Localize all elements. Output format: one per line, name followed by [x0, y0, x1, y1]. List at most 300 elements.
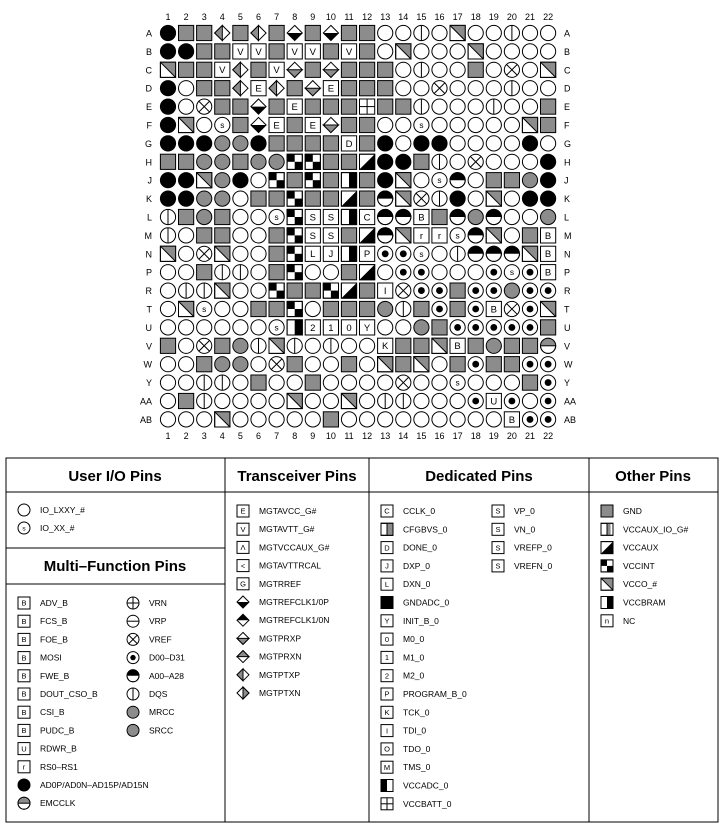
ball-pin-F12	[360, 117, 375, 132]
legend-item	[601, 615, 635, 627]
ball-pin-E14	[396, 99, 411, 114]
ball-pin-P12	[360, 265, 375, 280]
symbol-letter: K	[384, 708, 390, 717]
ball-pin-P16	[432, 265, 447, 280]
ball-pin-E7	[269, 99, 284, 114]
ball-pin-AB20	[504, 412, 519, 427]
ball-pin-J12	[360, 173, 375, 188]
row-label-right: P	[564, 267, 571, 278]
legend-item-label: IO_LXXY_#	[40, 505, 85, 515]
ball-pin-L18	[468, 209, 483, 224]
ball-pin-AA17	[450, 393, 465, 408]
ball-pin-T3	[197, 301, 212, 316]
symbol-letter: K	[382, 341, 389, 353]
symbol-letter: M	[383, 762, 391, 772]
symbol-letter: s	[437, 175, 442, 186]
ball-pin-J7	[269, 173, 284, 188]
ball-pin-G21	[522, 136, 537, 151]
ball-pin-J20	[504, 173, 519, 188]
ball-pin-AA22	[541, 393, 556, 408]
ball-pin-Y22	[541, 375, 556, 390]
ball-pin-Y7	[269, 375, 284, 390]
row-label-right: Y	[564, 378, 571, 389]
ball-pin-P20	[504, 265, 519, 280]
ball-pin-W4	[215, 357, 230, 372]
ball-pin-C18	[468, 62, 483, 77]
ball-pin-G12	[360, 136, 375, 151]
ball-pin-B6	[251, 44, 266, 59]
column-label-top: 9	[310, 12, 316, 22]
legend-item	[381, 578, 431, 590]
ball-pin-R7	[269, 283, 284, 298]
ball-pin-U17	[450, 320, 465, 335]
other-header: Other Pins	[615, 468, 691, 485]
ball-pin-G3	[197, 136, 212, 151]
ball-pin-K16	[432, 191, 447, 206]
ball-pin-E15	[414, 99, 429, 114]
ball-pin-H1	[160, 154, 175, 169]
ball-pin-E10	[323, 99, 338, 114]
ball-pin-F13	[378, 117, 393, 132]
row-label-right: U	[564, 322, 571, 333]
symbol-letter: <	[240, 561, 246, 571]
symbol-letter: U	[21, 744, 27, 754]
ball-pin-T8	[287, 301, 302, 316]
ball-pin-C15	[414, 62, 429, 77]
ball-pin-T1	[160, 301, 175, 316]
symbol-letter: B	[21, 598, 27, 608]
legend-item-label: RS0–RS1	[40, 761, 78, 772]
symbol-letter: B	[21, 671, 27, 681]
column-label-top: 6	[255, 12, 262, 22]
row-label-right: T	[564, 304, 570, 315]
legend-item	[601, 523, 688, 535]
ball-pin-N8	[287, 246, 302, 261]
ball-pin-C12	[360, 62, 375, 77]
ball-pin-M15	[414, 228, 429, 243]
ball-pin-J5	[233, 173, 248, 188]
ball-pin-M3	[197, 228, 212, 243]
ball-pin-G15	[414, 136, 429, 151]
legend-item	[381, 523, 448, 535]
column-label-bottom: 8	[292, 431, 298, 441]
ball-pin-Y17	[450, 375, 465, 390]
ball-pin-W11	[341, 357, 356, 372]
ball-pin-K7	[269, 191, 284, 206]
row-label-left: P	[145, 267, 152, 278]
ball-pin-U21	[522, 320, 537, 335]
symbol-letter: B	[490, 304, 497, 316]
legend-item-label: VCCAUX	[623, 542, 659, 553]
ball-pin-C3	[197, 62, 212, 77]
legend-item-label: VRN	[149, 598, 167, 608]
ball-pin-C22	[541, 62, 556, 77]
legend-item	[237, 651, 302, 663]
legend-item-label: VRP	[149, 616, 167, 627]
ball-pin-L21	[522, 209, 537, 224]
ball-pin-J22	[541, 173, 556, 188]
ball-pin-B7	[269, 44, 284, 59]
row-label-right: E	[564, 102, 571, 113]
ball-pin-K11	[341, 191, 356, 206]
ball-pin-U16	[432, 320, 447, 335]
symbol-letter: B	[418, 212, 425, 224]
column-label-bottom: 12	[362, 431, 373, 441]
ball-pin-D21	[522, 81, 537, 96]
ball-pin-W7	[269, 357, 284, 372]
legend-item	[381, 706, 430, 718]
legend-item-label: MGTAVCC_G#	[259, 506, 317, 516]
ball-pin-H9	[305, 154, 320, 169]
ball-pin-U13	[378, 320, 393, 335]
ball-pin-V20	[504, 338, 519, 353]
ball-pin-E20	[504, 99, 519, 114]
ball-pin-C5	[233, 62, 248, 77]
ball-pin-B9	[305, 44, 320, 59]
symbol-letter: V	[240, 524, 246, 534]
ball-pin-G17	[450, 136, 465, 151]
ball-pin-J9	[305, 173, 320, 188]
ball-pin-D4	[215, 81, 230, 96]
ball-pin-E3	[197, 99, 212, 114]
legend-item	[127, 706, 175, 718]
ball-pin-P14	[396, 265, 411, 280]
column-label-top: 20	[506, 12, 517, 22]
ball-pin-T19	[486, 301, 501, 316]
ball-pin-P15	[414, 265, 429, 280]
ball-pin-R2	[179, 283, 194, 298]
ball-pin-T18	[468, 301, 483, 316]
symbol-letter: B	[544, 267, 552, 279]
ball-pin-H19	[486, 154, 501, 169]
ball-pin-N10	[323, 246, 338, 261]
legend-item-label: GND	[623, 506, 642, 516]
ball-pin-W17	[450, 357, 465, 372]
ball-pin-V22	[541, 338, 556, 353]
ball-pin-J21	[522, 173, 537, 188]
symbol-letter: U	[490, 396, 498, 408]
row-label-right: W	[564, 359, 573, 370]
symbol-letter: r	[437, 230, 442, 242]
ball-pin-C19	[486, 62, 501, 77]
column-label-bottom: 11	[344, 431, 354, 441]
ball-pin-J14	[396, 173, 411, 188]
ball-pin-A2	[179, 25, 194, 40]
legend-item-label: VP_0	[514, 506, 535, 516]
ball-pin-Y14	[396, 375, 411, 390]
ball-pin-R4	[215, 283, 230, 298]
ball-pin-B16	[432, 44, 447, 59]
ball-pin-M14	[396, 228, 411, 243]
ball-pin-G20	[504, 136, 519, 151]
ball-pin-J3	[197, 173, 212, 188]
legend-item	[237, 505, 317, 517]
ball-pin-W10	[323, 357, 338, 372]
row-label-right: N	[564, 249, 571, 260]
ball-pin-V13	[378, 338, 393, 353]
ball-pin-A12	[360, 25, 375, 40]
ball-pin-W20	[504, 357, 519, 372]
ball-pin-AB15	[414, 412, 429, 427]
legend-item-label: IO_XX_#	[40, 523, 75, 533]
legend-item-label: PROGRAM_B_0	[403, 689, 467, 699]
column-label-bottom: 1	[165, 431, 171, 441]
ball-pin-N5	[233, 246, 248, 261]
ball-pin-L6	[251, 209, 266, 224]
ball-pin-K8	[287, 191, 302, 206]
symbol-letter: C	[384, 506, 390, 516]
column-label-bottom: 10	[325, 431, 336, 441]
ball-pin-L1	[160, 209, 175, 224]
ball-pin-N22	[541, 246, 556, 261]
row-label-right: B	[564, 46, 571, 57]
column-label-bottom: 14	[398, 431, 409, 441]
ball-pin-E18	[468, 99, 483, 114]
ball-pin-A6	[251, 25, 266, 40]
legend-item-label: RDWR_B	[40, 743, 77, 754]
ball-pin-T13	[378, 301, 393, 316]
ball-pin-C4	[215, 62, 230, 77]
ball-pin-N13	[378, 246, 393, 261]
ball-pin-H8	[287, 154, 302, 169]
ball-pin-T14	[396, 301, 411, 316]
ball-pin-H3	[197, 154, 212, 169]
ball-pin-D19	[486, 81, 501, 96]
ball-pin-N20	[504, 246, 519, 261]
ball-pin-F10	[323, 117, 338, 132]
ball-pin-N2	[179, 246, 194, 261]
ball-pin-F22	[541, 117, 556, 132]
legend-item	[381, 743, 431, 755]
ball-pin-AB14	[396, 412, 411, 427]
ball-pin-C20	[504, 62, 519, 77]
ball-pin-R1	[160, 283, 175, 298]
legend-item-label: TDI_0	[403, 725, 427, 736]
ball-pin-M13	[378, 228, 393, 243]
ball-pin-V12	[360, 338, 375, 353]
ball-pin-B11	[341, 44, 356, 59]
ball-pin-F18	[468, 117, 483, 132]
legend-item	[492, 542, 552, 554]
legend-item	[381, 597, 450, 609]
column-label-bottom: 3	[201, 431, 207, 441]
ball-pin-G8	[287, 136, 302, 151]
ball-pin-G5	[233, 136, 248, 151]
column-label-top: 4	[219, 12, 225, 22]
symbol-letter: S	[495, 561, 501, 571]
symbol-letter: V	[345, 46, 353, 58]
ball-pin-P2	[179, 265, 194, 280]
ball-pin-V4	[215, 338, 230, 353]
ball-pin-P1	[160, 265, 175, 280]
legend-item-label: CFGBVS_0	[403, 524, 448, 535]
legend-item	[381, 633, 425, 645]
ball-pin-T7	[269, 301, 284, 316]
column-label-top: 3	[201, 12, 207, 22]
ball-pin-Y10	[323, 375, 338, 390]
ball-pin-U14	[396, 320, 411, 335]
ball-pin-M20	[504, 228, 519, 243]
legend-item	[381, 615, 439, 627]
legend-item	[127, 615, 167, 627]
ball-pin-L12	[360, 209, 375, 224]
symbol-letter: O	[384, 744, 390, 754]
ball-pin-N3	[197, 246, 212, 261]
column-label-top: 21	[524, 12, 536, 22]
legend-item	[381, 688, 467, 700]
ball-pin-F20	[504, 117, 519, 132]
ball-pin-P3	[197, 265, 212, 280]
ball-pin-V21	[522, 338, 537, 353]
ball-pin-N7	[269, 246, 284, 261]
symbol-letter: S	[327, 230, 335, 242]
ball-pin-V5	[233, 338, 248, 353]
ball-pin-B17	[450, 44, 465, 59]
ball-pin-U2	[179, 320, 194, 335]
legend-item-label: DOUT_CSO_B	[40, 689, 98, 699]
ball-pin-A11	[341, 25, 356, 40]
ball-pin-E2	[179, 99, 194, 114]
ball-pin-B18	[468, 44, 483, 59]
column-label-top: 17	[452, 12, 463, 22]
ball-pin-R5	[233, 283, 248, 298]
symbol-letter: 0	[346, 322, 352, 334]
ball-pin-B22	[541, 44, 556, 59]
legend-item	[18, 761, 78, 773]
ball-pin-R8	[287, 283, 302, 298]
column-label-bottom: 9	[310, 431, 316, 441]
ball-pin-P17	[450, 265, 465, 280]
ball-pin-F3	[197, 117, 212, 132]
legend-item-label: VCCO_#	[623, 579, 658, 590]
ball-pin-R9	[305, 283, 320, 298]
ball-pin-B3	[197, 44, 212, 59]
symbol-letter: E	[255, 83, 262, 95]
legend-item	[237, 560, 321, 572]
ball-pin-K9	[305, 191, 320, 206]
ball-pin-AA7	[269, 393, 284, 408]
symbol-letter: E	[327, 83, 335, 95]
legend-item-label: MGTREFCLK1/0P	[259, 597, 329, 607]
ball-pin-G4	[215, 136, 230, 151]
ball-pin-C17	[450, 62, 465, 77]
ball-pin-D16	[432, 81, 447, 96]
ball-pin-K3	[197, 191, 212, 206]
ball-pin-AB19	[486, 412, 501, 427]
ball-pin-R19	[486, 283, 501, 298]
ball-pin-M17	[450, 228, 465, 243]
ball-pin-F7	[269, 117, 284, 132]
ball-pin-L15	[414, 209, 429, 224]
legend-item	[381, 560, 430, 572]
row-label-right: K	[564, 194, 571, 205]
ball-pin-U7	[269, 320, 284, 335]
row-label-right: A	[564, 28, 571, 39]
legend-item	[18, 597, 68, 609]
ball-pin-G10	[323, 136, 338, 151]
ball-pin-H18	[468, 154, 483, 169]
ball-pin-B14	[396, 44, 411, 59]
ball-pin-A21	[522, 25, 537, 40]
ball-pin-AB13	[378, 412, 393, 427]
symbol-letter: E	[273, 120, 280, 132]
ball-pin-F17	[450, 117, 465, 132]
ball-pin-K2	[179, 191, 194, 206]
ball-pin-Y20	[504, 375, 519, 390]
ball-pin-W5	[233, 357, 248, 372]
ball-pin-M4	[215, 228, 230, 243]
ball-pin-W19	[486, 357, 501, 372]
symbol-letter: V	[255, 46, 262, 58]
row-label-right: J	[564, 175, 569, 186]
ball-pin-M7	[269, 228, 284, 243]
ball-pin-U20	[504, 320, 519, 335]
ball-pin-J16	[432, 173, 447, 188]
legend-item	[237, 632, 301, 644]
ball-pin-AA8	[287, 393, 302, 408]
row-label-right: R	[564, 286, 571, 297]
ball-pin-N15	[414, 246, 429, 261]
ball-pin-N19	[486, 246, 501, 261]
user-io-header: User I/O Pins	[68, 468, 162, 485]
column-label-bottom: 21	[524, 431, 536, 441]
legend-item-label: DONE_0	[403, 542, 438, 553]
ball-pin-B19	[486, 44, 501, 59]
symbol-letter: B	[21, 726, 27, 736]
ball-pin-W14	[396, 357, 411, 372]
ball-pin-E19	[486, 99, 501, 114]
ball-pin-Y3	[197, 375, 212, 390]
ball-pin-C21	[522, 62, 537, 77]
legend-item	[601, 560, 655, 572]
ball-pin-N14	[396, 246, 411, 261]
ball-pin-AA16	[432, 393, 447, 408]
legend-item-label: VREFN_0	[514, 560, 553, 571]
ball-pin-K21	[522, 191, 537, 206]
legend-item	[492, 560, 553, 572]
ball-pin-R6	[251, 283, 266, 298]
ball-pin-L9	[305, 209, 320, 224]
ball-pin-K12	[360, 191, 375, 206]
row-label-left: L	[146, 212, 152, 223]
ball-pin-E9	[305, 99, 320, 114]
row-label-right: C	[564, 65, 571, 76]
row-label-left: N	[145, 249, 152, 260]
ball-pin-H15	[414, 154, 429, 169]
ball-pin-A9	[305, 25, 320, 40]
ball-pin-Y1	[160, 375, 175, 390]
ball-pin-E17	[450, 99, 465, 114]
row-label-left: B	[145, 46, 152, 57]
ball-pin-H14	[396, 154, 411, 169]
symbol-letter: 0	[384, 634, 390, 644]
ball-pin-V6	[251, 338, 266, 353]
ball-pin-J1	[160, 173, 175, 188]
legend-item	[18, 724, 75, 736]
dedicated-header: Dedicated Pins	[425, 468, 533, 485]
ball-pin-G22	[541, 136, 556, 151]
ball-pin-D15	[414, 81, 429, 96]
ball-pin-P19	[486, 265, 501, 280]
ball-pin-AB21	[522, 412, 537, 427]
ball-pin-M6	[251, 228, 266, 243]
ball-pin-U4	[215, 320, 230, 335]
ball-pin-T11	[341, 301, 356, 316]
ball-pin-AB12	[360, 412, 375, 427]
ball-pin-AB8	[287, 412, 302, 427]
column-label-bottom: 16	[434, 431, 445, 441]
legend-item-label: INIT_B_0	[403, 615, 439, 626]
